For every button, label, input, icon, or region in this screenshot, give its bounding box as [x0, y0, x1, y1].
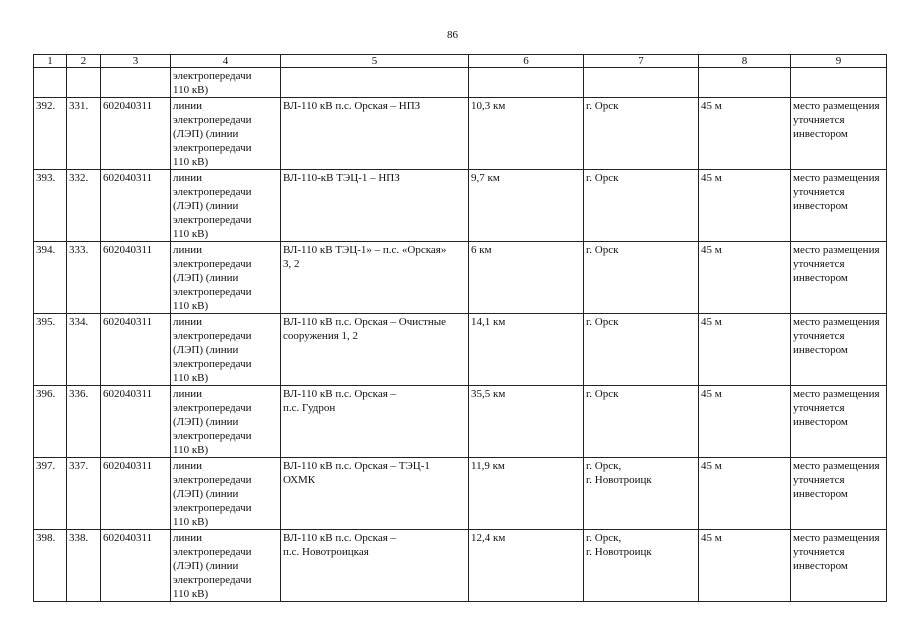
row-number-cell: 397.: [36, 460, 56, 472]
object-name-cell: ВЛ-110-кВ ТЭЦ-1 – НПЗ: [283, 172, 400, 184]
note-cell: место размещения уточняется инвестором: [793, 100, 880, 140]
column-header: 3: [101, 55, 171, 68]
object-type-cell: линии электропередачи (ЛЭП) (линии электропередачи 110 кВ): [173, 460, 252, 528]
table-row: [34, 98, 887, 170]
zone-width-cell: 45 м: [701, 100, 722, 112]
row-number-cell: 395.: [36, 316, 56, 328]
length-cell: 11,9 км: [471, 460, 505, 472]
object-type-cell: линии электропередачи (ЛЭП) (линии электропередачи 110 кВ): [173, 244, 252, 312]
continuation-row: [34, 68, 887, 98]
column-header: 5: [281, 55, 469, 68]
table-row: [34, 530, 887, 602]
zone-width-cell: 45 м: [701, 388, 722, 400]
code-cell: 602040311: [103, 244, 153, 256]
table-row: [34, 458, 887, 530]
code-cell: 602040311: [103, 460, 153, 472]
sub-number-cell: 337.: [69, 460, 89, 472]
code-cell: 602040311: [103, 172, 153, 184]
object-type-cell: линии электропередачи (ЛЭП) (линии электропередачи 110 кВ): [173, 316, 252, 384]
location-cell: г. Орск: [586, 100, 619, 112]
location-cell: г. Орск: [586, 388, 619, 400]
location-cell: г. Орск, г. Новотроицк: [586, 532, 652, 558]
row-number-cell: 394.: [36, 244, 56, 256]
column-header: 4: [171, 55, 281, 68]
zone-width-cell: 45 м: [701, 316, 722, 328]
length-cell: 14,1 км: [471, 316, 506, 328]
sub-number-cell: 333.: [69, 244, 89, 256]
object-name-cell: ВЛ-110 кВ ТЭЦ-1» – п.с. «Орская» 3, 2: [283, 244, 447, 270]
object-type-cell: линии электропередачи (ЛЭП) (линии электропередачи 110 кВ): [173, 172, 252, 240]
object-name-cell: ВЛ-110 кВ п.с. Орская – НПЗ: [283, 100, 421, 112]
row-number-cell: 392.: [36, 100, 56, 112]
note-cell: место размещения уточняется инвестором: [793, 388, 880, 428]
object-type-cell: линии электропередачи (ЛЭП) (линии электропередачи 110 кВ): [173, 100, 252, 168]
sub-number-cell: 334.: [69, 316, 89, 328]
code-cell: 602040311: [103, 100, 153, 112]
code-cell: 602040311: [103, 388, 153, 400]
document-table: [33, 54, 887, 602]
column-number-header: [34, 55, 887, 68]
length-cell: 35,5 км: [471, 388, 506, 400]
object-type-cell: линии электропередачи (ЛЭП) (линии электропередачи 110 кВ): [173, 532, 252, 600]
zone-width-cell: 45 м: [701, 532, 722, 544]
object-name-cell: ВЛ-110 кВ п.с. Орская – п.с. Гудрон: [283, 388, 397, 414]
code-cell: 602040311: [103, 316, 153, 328]
note-cell: место размещения уточняется инвестором: [793, 316, 880, 356]
location-cell: г. Орск: [586, 316, 619, 328]
object-type-cell: линии электропередачи (ЛЭП) (линии электропередачи 110 кВ): [173, 388, 252, 456]
note-cell: место размещения уточняется инвестором: [793, 172, 880, 212]
zone-width-cell: 45 м: [701, 460, 722, 472]
sub-number-cell: 331.: [69, 100, 89, 112]
code-cell: 602040311: [103, 532, 153, 544]
note-cell: место размещения уточняется инвестором: [793, 460, 880, 500]
length-cell: 10,3 км: [471, 100, 506, 112]
column-header: 6: [469, 55, 584, 68]
continuation-type-cell: электропередачи 110 кВ): [173, 70, 252, 96]
location-cell: г. Орск, г. Новотроицк: [586, 460, 652, 486]
sub-number-cell: 332.: [69, 172, 89, 184]
object-name-cell: ВЛ-110 кВ п.с. Орская – п.с. Новотроицкая: [283, 532, 397, 558]
length-cell: 12,4 км: [471, 532, 506, 544]
location-cell: г. Орск: [586, 172, 619, 184]
table-row: [34, 386, 887, 458]
length-cell: 6 км: [471, 244, 492, 256]
location-cell: г. Орск: [586, 244, 619, 256]
zone-width-cell: 45 м: [701, 244, 722, 256]
sub-number-cell: 336.: [69, 388, 89, 400]
table-row: [34, 170, 887, 242]
column-header: 7: [584, 55, 699, 68]
row-number-cell: 396.: [36, 388, 56, 400]
note-cell: место размещения уточняется инвестором: [793, 532, 880, 572]
length-cell: 9,7 км: [471, 172, 500, 184]
column-header: 2: [67, 55, 101, 68]
column-header: 1: [34, 55, 67, 68]
column-header: 8: [699, 55, 791, 68]
zone-width-cell: 45 м: [701, 172, 722, 184]
object-name-cell: ВЛ-110 кВ п.с. Орская – ТЭЦ-1 ОХМК: [283, 460, 430, 486]
row-number-cell: 393.: [36, 172, 56, 184]
row-number-cell: 398.: [36, 532, 56, 544]
note-cell: место размещения уточняется инвестором: [793, 244, 880, 284]
table-row: [34, 242, 887, 314]
page-number: 86: [447, 29, 458, 41]
sub-number-cell: 338.: [69, 532, 89, 544]
column-header: 9: [791, 55, 887, 68]
table-row: [34, 314, 887, 386]
object-name-cell: ВЛ-110 кВ п.с. Орская – Очистные сооружения 1, 2: [283, 316, 446, 342]
